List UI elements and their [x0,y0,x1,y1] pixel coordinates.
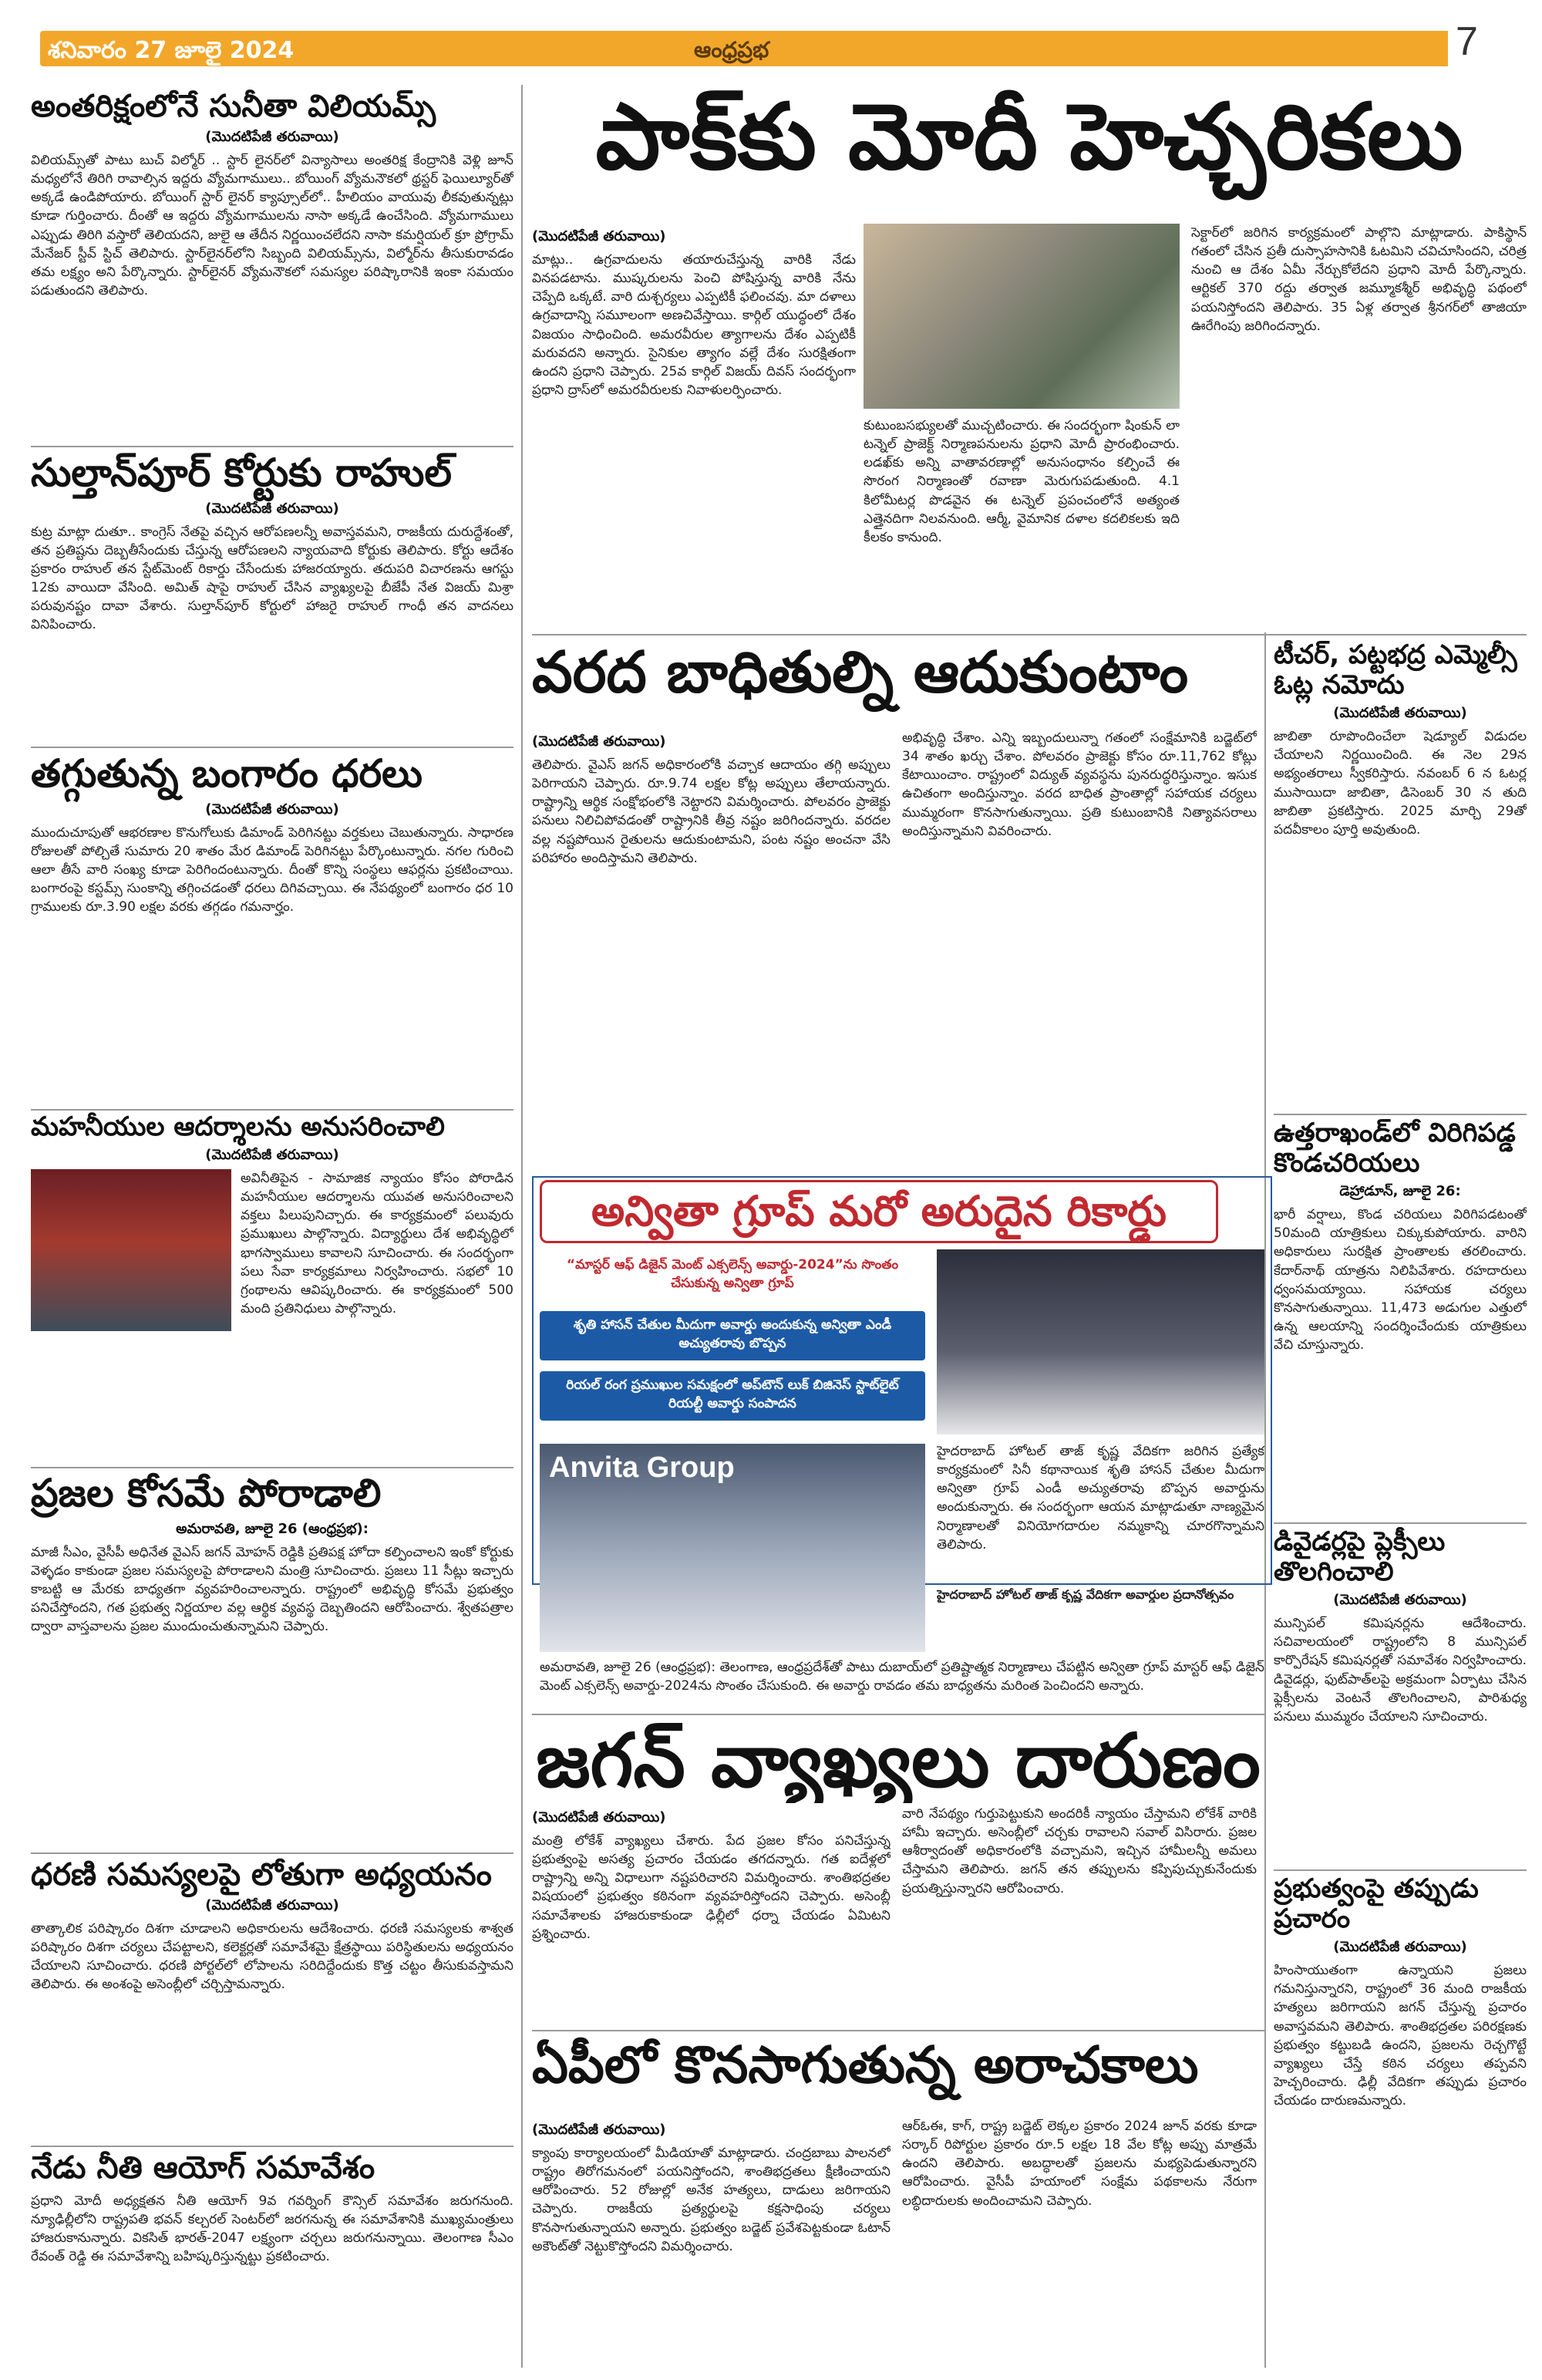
divider [532,1714,1264,1715]
headline: ధరణి సమస్యలపై లోతుగా అధ్యయనం [31,1857,492,1893]
article-body: క్యాంపు కార్యాలయంలో మీడియాతో మాట్లాడారు. చంద్రబాబు పాలనలో రాష్ట్రం తిరోగమనంలో పయనిస్తోందని, శాంతిభద్రతలు క్షీణించాయని ఆరోపించారు. 52 రోజుల్లో అనేక హత్యలు, దాడులు జరిగాయని చెప్పారు. రాజకీయ ప్రత్యర్థులపై కక్షసాధింపు చర్యలు కొనసాగుతున్నాయని అన్నారు. ప్రభుత్వం బడ్జెట్ ప్రవేశపెట్టకుండా ఓటాన్ అకౌంట్‌తో నెట్టుకొస్తోందని విమర్శించారు. [532,2146,891,2254]
article-body: ప్రధాని మోదీ అధ్యక్షతన నీతి ఆయోగ్ 9వ గవర్నింగ్ కౌన్సిల్ సమావేశం జరుగనుంది. న్యూఢిల్లీలోని రాష్ట్రపతి భవన్ కల్చరల్ సెంటర్‌లో జరగనున్న ఈ సమావేశానికి ముఖ్యమంత్రులు హాజరుకానున్నారు. వికసిత్ భారత్-2047 లక్ష్యంగా చర్చలు జరుగనున్నాయి. తెలంగాణ సీఎం రేవంత్ రెడ్డి ఈ సమావేశాన్ని బహిష్కరిస్తున్నట్టు ప్రకటించారు. [31,2193,513,2265]
divider [1274,1114,1527,1115]
article-body: హైదరాబాద్ హోటల్ తాజ్ కృష్ణ వేదికగా జరిగిన ప్రత్యేక కార్యక్రమంలో సినీ కథానాయిక శృతి హాసన్ చేతుల మీదుగా అన్వితా గ్రూప్ ఎండీ అచ్యుతరావు బొప్పన అవార్డును అందుకున్నారు. ఈ సందర్భంగా ఆయన మాట్లాడుతూ నాణ్యమైన నిర్మాణాలతో వినియోగదారుల నమ్మకాన్ని చూరగొన్నామని తెలిపారు. [937,1444,1264,1552]
byline: (మొదటిపేజీ తరువాయి) [532,1809,666,1825]
headline: మహనీయుల ఆదర్శాలను అనుసరించాలి [31,1112,445,1142]
byline: (మొదటిపేజీ తరువాయి) [205,129,339,145]
byline: (మొదటిపేజీ తరువాయి) [205,1147,339,1164]
byline: (మొదటిపేజీ తరువాయి) [532,2122,666,2138]
article-body: విలియమ్స్‌తో పాటు బుచ్ విల్మోర్ .. స్టార్ లైనర్‌లో విన్యాసాలు అంతరిక్ష కేంద్రానికి వెళ్లి జూన్ మధ్యలోనే తిరిగి రావాల్సిన ఇద్దరు వ్యోమగాములు.. బోయింగ్ వ్యోమనౌకలో థ్రస్టర్ ఫెయిల్యూర్‌తో అక్కడే ఉండిపోయారు. బోయింగ్ స్టార్ లైనర్ క్యాప్సూల్‌లో.. హీలియం వాయువు లీకవుతున్నట్లు కూడా గుర్తించారు. దీంతో ఆ ఇద్దరు వ్యోమగాములను నాసా అక్కడే ఉంచేసింది. వ్యోమగాములు ఎప్పుడు తిరిగి వస్తారో తెలియదని, జులై ఆ తేదీన నిర్ణయించలేదని నాసా కమర్షియల్ క్రూ ప్రోగ్రామ్ మేనేజర్ స్టీవ్ స్టిచ్ తెలిపారు. స్టార్‌లైనర్‌లోని సిబ్బంది విలియమ్స్‌ను, విల్మోర్‌ను తీసుకురావడం తమ లక్ష్యం అని పేర్కొన్నారు. స్టార్‌లైనర్ వ్యోమనౌకలో సమస్యల పరిష్కారానికి ఇంకా సమయం పడుతుందని తెలిపారు. [31,153,513,298]
article-body: ముందుచూపుతో ఆభరణాల కొనుగోలుకు డిమాండ్ పెరిగినట్టు వర్తకులు చెబుతున్నారు. సాధారణ రోజులతో పోల్చితే సుమారు 20 శాతం మేర డిమాండ్ పెరిగినట్టు పేర్కొంటున్నారు. నగల గురించి ఆలా తీసే వారి సంఖ్య కూడా పెరిగిందంటున్నారు. దీంతో కొన్ని సంస్థలు ఆఫర్లను ప్రకటించాయి. బంగారంపై కస్టమ్స్ సుంకాన్ని తగ్గించడంతో ధరలు దిగివచ్చాయి. ఈ నేపథ్యంలో బంగారం ధర 10 గ్రాములకు రూ.3.90 లక్షల వరకు తగ్గడం గమనార్హం. [31,824,513,915]
anarchy-col-2 [902,2117,1257,2368]
ad-bullets [540,1251,925,1431]
headline: అంతరిక్షంలోనే సునీతా విలియమ్స్ [31,89,436,124]
article-landslide [1274,1118,1527,1519]
panel-photo [937,1249,1264,1434]
jagan-headline-block [532,1718,1264,1803]
ad-bullet: శృతి హాసన్ చేతుల మీదుగా అవార్డు అందుకున్న అన్వితా ఎండీ అచ్యుతరావు బొప్పన [540,1311,925,1360]
headline: ఏపీలో కొనసాగుతున్న అరాచకాలు [532,2036,1199,2095]
article-body: అమరావతి, జూలై 26 (ఆంధ్రప్రభ): తెలంగాణ, ఆంధ్రప్రదేశ్‌తో పాటు దుబాయ్‌లో ప్రతిష్టాత్మక నిర్మాణాలు చేపట్టిన అన్వితా గ్రూప్ మాస్టర్ ఆఫ్ డిజైన్ మెంట్ ఎక్సలెన్స్ అవార్డు-2024ను సొంతం చేసుకుంది. ఈ అవార్డు రావడం తమ బాధ్యతను మరింత పెంచిందని అన్నారు. [540,1660,1264,1694]
event-photo [31,1169,231,1331]
paper-name: ఆంధ్రప్రభ [694,37,769,62]
article-ideals [31,1112,513,1463]
lead-col-2 [864,416,1180,632]
byline: (మొదటిపేజీ తరువాయి) [1333,1939,1467,1956]
flood-headline-block [532,640,1264,725]
article-body: తాత్కాలిక పరిష్కారం దిశగా చూడాలని అధికారులను ఆదేశించారు. ధరణి సమస్యలకు శాశ్వత పరిష్కారం దిశగా చర్యలు చేపట్టాలని, కలెక్టర్లతో సమావేశమై క్షేత్రస్థాయి పరిస్థితులను అధ్యయనం చేయాలని సూచించారు. ధరణి పోర్టల్‌లో లోపాలను సరిదిద్దేందుకు కొత్త చట్టం తీసుకువస్తామని తెలిపారు. ఈ అంశంపై అసెంబ్లీలో చర్చిస్తామన్నారు. [31,1921,513,1993]
photo-caption: హైదరాబాద్ హోటల్ తాజ్ కృష్ణ వేదికగా అవార్డుల ప్రదానోత్సవం [937,1587,1234,1602]
article-sunita [31,89,513,443]
article-niti [31,2150,513,2366]
lead-col-1 [532,224,856,632]
lead-headline-block [532,85,1527,224]
article-body: హింసాయుతంగా ఉన్నాయని ప్రజలు గమనిస్తున్నారని, రాష్ట్రంలో 36 మంది రాజకీయ హత్యలు జరిగాయని జగన్ చేస్తున్న ప్రచారం అవాస్తవమని తెలిపారు. శాంతిభద్రతల పరిరక్షణకు ప్రభుత్వం కట్టుబడి ఉందని, ప్రజలను రెచ్చగొట్టే వ్యాఖ్యలు చేస్తే కఠిన చర్యలు తప్పవని హెచ్చరించారు. ఢిల్లీ వేదికగా తప్పుడు ప్రచారం చేయడం దారుణమన్నారు. [1274,1963,1527,2109]
headline: నేడు నీతి ఆయోగ్ సమావేశం [31,2150,375,2186]
jagan-col-2 [902,1805,1257,2028]
article-body: కుట్ర మాట్లా దుతూ.. కాంగ్రెస్ నేతపై వచ్చిన ఆరోపణలన్నీ అవాస్తవమని, రాజకీయ దురుద్దేశంతో, తన ప్రతిష్టను దెబ్బతీసేందుకు చేస్తున్న ఆరోపణలని న్యాయవాది కోర్టుకు తెలిపారు. కోర్టు ఆదేశం ప్రకారం రాహుల్ తన స్టేట్‌మెంట్ రికార్డు చేసేందుకు హాజరయ్యారు. తదుపరి విచారణను ఆగస్టు 12కు వాయిదా వేసింది. అమిత్ షాపై రాహుల్ చేసిన వ్యాఖ్యలపై బీజేపీ నేత విజయ్ మిశ్రా పరువునష్టం దావా వేశారు. సుల్తాన్‌పూర్ కోర్టులో హాజరై రాహుల్ గాంధీ తన వాదనలు వినిపించారు. [31,524,513,633]
byline: అమరావతి, జూలై 26 (ఆంధ్రప్రభ): [176,1520,369,1537]
byline: (మొదటిపేజీ తరువాయి) [205,500,339,517]
article-body: అభివృద్ధి చేశాం. ఎన్ని ఇబ్బందులున్నా గతంలో సంక్షేమానికి బడ్జెట్‌లో 34 శాతం ఖర్చు చేశాం. పోలవరం ప్రాజెక్టు కోసం రూ.11,762 కోట్లు కేటాయించాం. రాష్ట్రంలో విద్యుత్ వ్యవస్థను పునరుద్ధరిస్తున్నాం. ఇసుక ఉచితంగా అందిస్తున్నాం. వరద బాధిత ప్రాంతాల్లో సహాయక చర్యలు ముమ్మరంగా కొనసాగుతున్నాయి. ప్రతి కుటుంబానికి నిత్యావసరాలు అందిస్తున్నామని వివరించారు. [902,730,1257,839]
divider [31,1852,513,1854]
article-body: తెలిపారు. వైఎస్ జగన్ అధికారంలోకి వచ్చాక ఆదాయం తగ్గి అప్పులు పెరిగాయని చెప్పారు. రూ.9.74 లక్షల కోట్ల అప్పులు తేలాయన్నారు. రాష్ట్రాన్ని ఆర్థిక సంక్షోభంలోకి నెట్టారని విమర్శించారు. పోలవరం ప్రాజెక్టు పనులు నిలిచిపోవడంతో రాష్ట్రానికి తీవ్ర నష్టం జరిగిందన్నారు. వరదల వల్ల నష్టపోయిన రైతులను ఆదుకుంటామని, పంట నష్టం అంచనా వేసి పరిహారం అందిస్తామని తెలిపారు. [532,757,891,866]
lead-headline: పాక్‌కు మోదీ హెచ్చరికలు [595,85,1463,190]
divider [31,1109,513,1111]
byline: (మొదటిపేజీ తరువాయి) [532,733,666,750]
column-rule [521,85,523,2368]
article-body: ఆర్ఓఈ, కాగ్, రాష్ట్ర బడ్జెట్ లెక్కల ప్రకారం 2024 జూన్ వరకు కూడా సర్కార్ రిపోర్టుల ప్రకారం రూ.5 లక్షల 18 వేల కోట్ల అప్పు మాత్రమే ఉందని తెలిపారు. అబద్ధాలతో ప్రజలను మభ్యపెడుతున్నారని ఆరోపించారు. వైసీపీ హయాంలో సంక్షేమ పథకాలను నేరుగా లబ్ధిదారులకు అందించామని చెప్పారు. [902,2119,1257,2209]
page-header [0,0,1542,76]
issue-date: శనివారం 27 జూలై 2024 [48,37,295,64]
article-body: సెక్టార్‌లో జరిగిన కార్యక్రమంలో పాల్గొని మాట్లాడారు. పాకిస్థాన్ గతంలో చేసిన ప్రతీ దుస్సాహసానికి ఓటమిని చవిచూసిందని, చరిత్ర నుంచి ఆ దేశం ఏమీ నేర్చుకోలేదని ప్రధాని మోదీ పేర్కొన్నారు. ఆర్టికల్ 370 రద్దు తర్వాత జమ్మూకశ్మీర్ అభివృద్ధి పథంలో పయనిస్తోందని తెలిపారు. 35 ఏళ్ల తర్వాత శ్రీనగర్‌లో తాజియా ఊరేగింపు జరిగిందన్నారు. [1191,225,1527,334]
headline: డివైడర్లపై ప్లెక్సీలు తొలగించాలి [1274,1527,1446,1588]
divider [31,2146,513,2147]
ad-body-1 [937,1442,1264,1581]
headline: సుల్తాన్‌పూర్ కోర్టుకు రాహుల్ [31,451,452,495]
byline: (మొదటిపేజీ తరువాయి) [532,228,666,244]
kargil-photo [864,224,1180,409]
anarchy-headline-block [532,2036,1264,2113]
headline: ప్రభుత్వంపై తప్పుడు ప్రచారం [1274,1874,1479,1935]
divider [1274,1522,1527,1524]
flood-col-1 [532,729,891,1168]
article-flexi [1274,1527,1527,1866]
ad-bullet: రియల్ రంగ ప్రముఖుల సమక్షంలో అప్‌టౌన్ లుక్ బిజినెస్ స్టాట్‌లైట్ రియల్టీ అవార్డు సంపాదన [540,1371,925,1421]
article-fight [31,1471,513,1849]
page-number: 7 [1456,19,1478,64]
article-body: భారీ వర్షాలు, కొండ చరియలు విరిగిపడటంతో 50మంది యాత్రికులు చిక్కుకుపోయారు. వారిని అధికారులు సురక్షిత ప్రాంతాలకు తరలించారు. కేదార్‌నాథ్ యాత్రను నిలిపివేశారు. రహదారులు ధ్వంసమయ్యాయి. సహాయక చర్యలు కొనసాగుతున్నాయి. 11,473 అడుగుల ఎత్తులో ఉన్న ఆలయాన్ని సందర్శించేందుకు యాత్రికులు వేచి చూస్తున్నారు. [1274,1207,1527,1353]
ad-body-2 [540,1658,1264,1712]
article-body: మాజీ సీఎం, వైసీపీ అధినేత వైఎస్ జగన్ మోహన్ రెడ్డికి ప్రతిపక్ష హోదా కల్పించాలని ఇంకో కోర్టుకు వెళ్ళడం కాకుండా ప్రజల సమస్యలపై పోరాడాలని మంత్రి సూచించారు. ప్రజలు 11 సీట్లు ఇచ్చారు కాబట్టి ఆ మేరకు బాధ్యతగా వ్యవహరించాలన్నారు. రాష్ట్రంలో అభివృద్ధి కోసమే ప్రభుత్వం పనిచేస్తోందని, గత ప్రభుత్వ నిర్ణయాల వల్ల ఆర్థిక వ్యవస్థ దెబ్బతిందని ఆరోపించారు. శ్వేతపత్రాల ద్వారా వాస్తవాలను ప్రజల ముందుంచుతున్నామని చెప్పారు. [31,1544,513,1634]
article-propaganda [1274,1874,1527,2368]
article-body: జాబితా రూపొందించేలా షెడ్యూల్ విడుదల చేయాలని నిర్ణయించింది. ఈ నెల 29న అభ్యంతరాలు స్వీకరిస్తారు. నవంబర్ 6 న ఓటర్ల ముసాయిదా జాబితా, డిసెంబర్ 30 న తుది జాబితా ప్రకటిస్తారు. 2025 మార్చి 29తో పదవీకాలం పూర్తి అవుతుంది. [1274,729,1527,838]
byline: (మొదటిపేజీ తరువాయి) [205,801,339,817]
headline: జగన్ వ్యాఖ్యలు దారుణం [536,1718,1261,1803]
flood-col-2 [902,729,1257,1168]
article-body: మాట్లు.. ఉగ్రవాదులను తయారుచేస్తున్న వారికి నేడు వినపడటాను. ముష్కరులను పెంచి పోషిస్తున్న వారికి నేను చెప్పేది ఒక్కటే. వారి దుశ్చర్యలు ఎప్పటికీ ఫలించవు. మా దళాలు ఉగ్రవాదాన్ని సమూలంగా అణచివేస్తాయి. కార్గిల్ యుద్ధంలో దేశం విజయం సాధించింది. అమరవీరుల త్యాగాలను దేశం ఎప్పటికీ మరువదని అన్నారు. సైనికుల త్యాగం వల్లే దేశం సురక్షితంగా ఉందని ప్రధాని చెప్పారు. 25వ కార్గిల్ విజయ్ దివస్ సందర్భంగా ప్రధాని ద్రాస్‌లో అమరవీరులకు నివాళులర్పించారు. [532,252,856,398]
ad-title: అన్వితా గ్రూప్ మరో అరుదైన రికార్డు [540,1180,1218,1243]
anarchy-col-1 [532,2117,891,2368]
byline: డెహ్రాడూన్, జూలై 26: [1339,1183,1461,1200]
article-body: అవినీతిపైన - సామాజిక న్యాయం కోసం పోరాడిన మహనీయుల ఆదర్శాలను యువత అనుసరించాలని వక్తలు పిలుపునిచ్చారు. ఈ కార్యక్రమంలో పలువురు ప్రముఖులు పాల్గొన్నారు. విద్యార్థులు దేశ అభివృద్ధిలో భాగస్వాములు కావాలని సూచించారు. ఈ సందర్భంగా పలు సేవా కార్యక్రమాలు నిర్వహించారు. సభలో 10 గ్రంథాలను ఆవిష్కరించారు. ఈ కార్యక్రమంలో 500 మంది ప్రతినిధులు పాల్గొన్నారు. [241,1171,513,1316]
divider [1274,1869,1527,1871]
article-dharani [31,1857,513,2142]
ad-bullet: “మాస్టర్ ఆఫ్ డిజైన్ మెంట్ ఎక్సలెన్స్ అవార్డు-2024”ను సొంతం చేసుకున్న అన్వితా గ్రూప్ [566,1257,899,1291]
headline: తగ్గుతున్న బంగారం ధరలు [31,752,423,796]
divider [31,1467,513,1468]
article-body: మున్సిపల్ కమిషనర్లను ఆదేశించారు. సచివాలయంలో రాష్ట్రంలోని 8 మున్సిపల్ కార్పొరేషన్ కమిషనర్లతో సమావేశం నిర్వహించారు. డివైడర్లు, ఫుట్‌పాత్‌లపై అక్రమంగా ఏర్పాటు చేసిన ఫ్లెక్సీలను వెంటనే తొలగించాలని, పారిశుధ్య పనులు ముమ్మరం చేయాలని సూచించారు. [1274,1616,1527,1724]
divider [31,747,513,748]
byline: (మొదటిపేజీ తరువాయి) [1333,1592,1467,1609]
divider [31,446,513,447]
divider [532,634,1527,635]
headline: టీచర్, పట్టభద్ర ఎమ్మెల్సీ ఓట్ల నమోదు [1274,640,1517,701]
jagan-col-1 [532,1805,891,2028]
byline: (మొదటిపేజీ తరువాయి) [205,1897,339,1913]
headline: ప్రజల కోసమే పోరాడాలి [31,1471,382,1515]
article-rahul [31,451,513,744]
ad-caption [937,1587,1264,1603]
headline: ఉత్తరాఖండ్‌లో విరిగిపడ్డ కొండచరియలు [1274,1118,1516,1179]
article-body: కుటుంబసభ్యులతో ముచ్చటించారు. ఈ సందర్భంగా షింకున్ లా టన్నెల్ ప్రాజెక్ట్ నిర్మాణపనులను ప్రధాని మోదీ ప్రారంభించారు. లడఖ్‌కు అన్ని వాతావరణాల్లో అనుసంధానం కల్పించే ఈ సొరంగ నిర్మాణంతో రవాణా మెరుగుపడుతుంది. 4.1 కిలోమీటర్ల పొడవైన ఈ టన్నెల్ ప్రపంచంలోనే అత్యంత ఎత్తైనదిగా నిలవనుంది. ఆర్మీ, వైమానిక దళాల కదలికలకు ఇది కీలకం కానుంది. [864,418,1180,545]
article-gold [31,752,513,1107]
headline: వరద బాధితుల్ని ఆదుకుంటాం [532,640,1189,706]
article-body: మంత్రి లోకేశ్ వ్యాఖ్యలు చేశారు. పేద ప్రజల కోసం పనిచేస్తున్న ప్రభుత్వంపై అసత్య ప్రచారం చేయడం తగదన్నారు. గత ఐదేళ్లలో రాష్ట్రాన్ని అన్ని విధాలుగా నష్టపరిచారని విమర్శించారు. శాంతిభద్రతల విషయంలో ప్రభుత్వం కఠినంగా వ్యవహరిస్తోందని చెప్పారు. అసెంబ్లీ సమావేశాలకు హాజరుకాకుండా ఢిల్లీలో ధర్నా చేయడం ఏమిటని ప్రశ్నించారు. [532,1833,891,1942]
lead-col-3 [1191,224,1527,632]
anvita-logo: Anvita Group [549,1451,735,1484]
byline: (మొదటిపేజీ తరువాయి) [1333,705,1467,722]
article-mlc [1274,640,1527,1111]
divider [532,2030,1264,2031]
article-body: వారి నేపథ్యం గుర్తుపెట్టుకుని అందరికీ న్యాయం చేస్తామని లోకేశ్ వారికి హామీ ఇచ్చారు. అసెంబ్లీలో చర్చకు రావాలని సవాల్ విసిరారు. ప్రజల ఆశీర్వాదంతో అధికారంలోకి వచ్చామని, ఇచ్చిన హామీలన్నీ అమలు చేస్తామని తెలిపారు. జగన్ తన తప్పులను కప్పిపుచ్చుకునేందుకు ప్రయత్నిస్తున్నారని ఆరోపించారు. [902,1806,1257,1896]
